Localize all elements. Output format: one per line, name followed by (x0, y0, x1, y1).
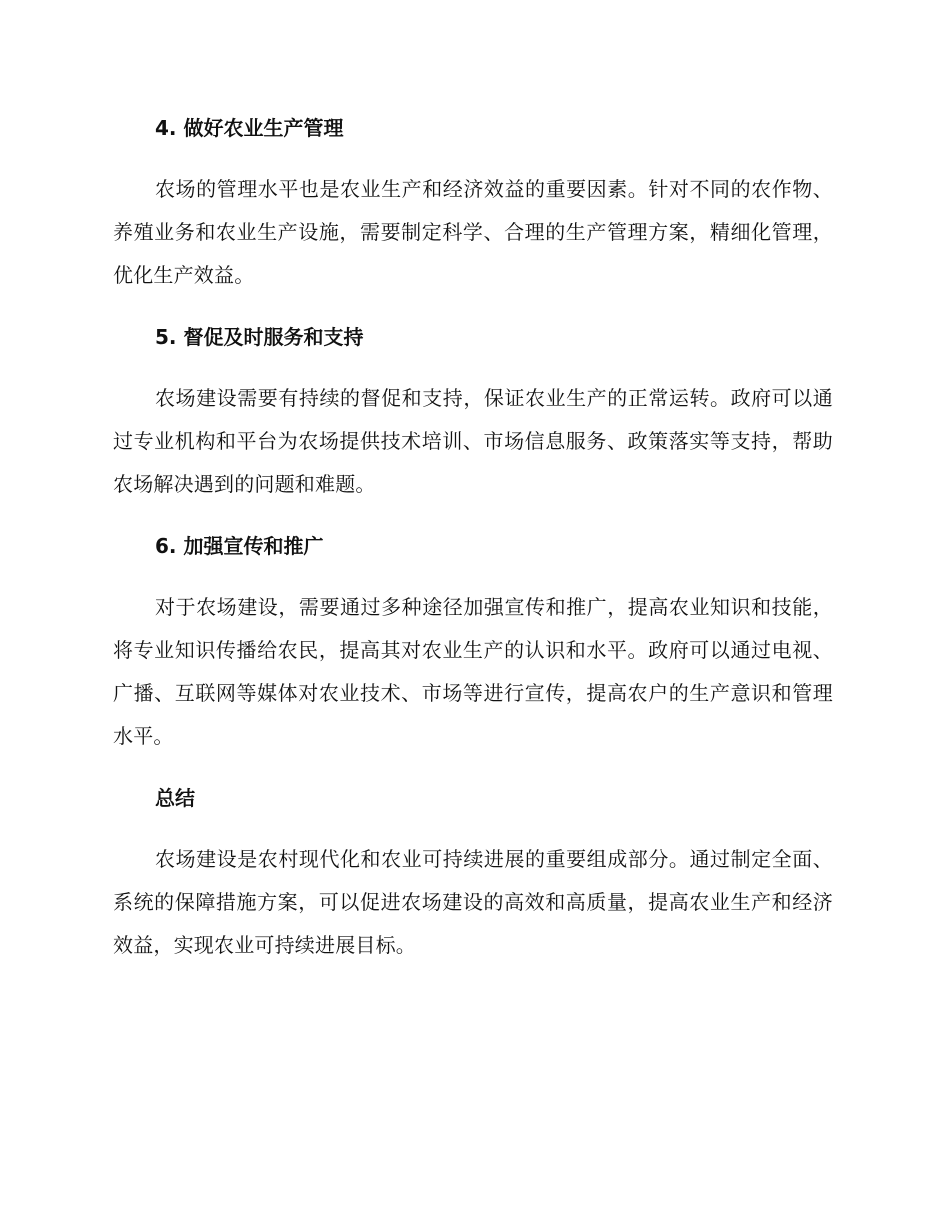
section-heading-summary: 总结 (155, 786, 195, 810)
section-paragraph-summary: 农场建设是农村现代化和农业可持续进展的重要组成部分。通过制定全面、系统的保障措施方案，可以促进农场建设的高效和高质量，提高农业生产和经济效益，实现农业可持续进展目标。 (113, 847, 833, 957)
section-paragraph-service-support: 农场建设需要有持续的督促和支持，保证农业生产的正常运转。政府可以通过专业机构和平台为农场提供技术培训、市场信息服务、政策落实等支持，帮助农场解决遇到的问题和难题。 (113, 386, 833, 496)
section-heading-service-support: 5. 督促及时服务和支持 (155, 325, 364, 349)
document-body (113, 110, 833, 989)
section-paragraph-publicity-promotion: 对于农场建设，需要通过多种途径加强宣传和推广，提高农业知识和技能，将专业知识传播给农民，提高其对农业生产的认识和水平。政府可以通过电视、广播、互联网等媒体对农业技术、市场等进行宣传，提高农户的生产意识和管理水平。 (113, 595, 833, 748)
section-heading-publicity-promotion: 6. 加强宣传和推广 (155, 534, 324, 558)
section-heading-production-management: 4. 做好农业生产管理 (155, 116, 344, 140)
section-paragraph-production-management: 农场的管理水平也是农业生产和经济效益的重要因素。针对不同的农作物、养殖业务和农业生产设施，需要制定科学、合理的生产管理方案，精细化管理，优化生产效益。 (113, 177, 833, 287)
